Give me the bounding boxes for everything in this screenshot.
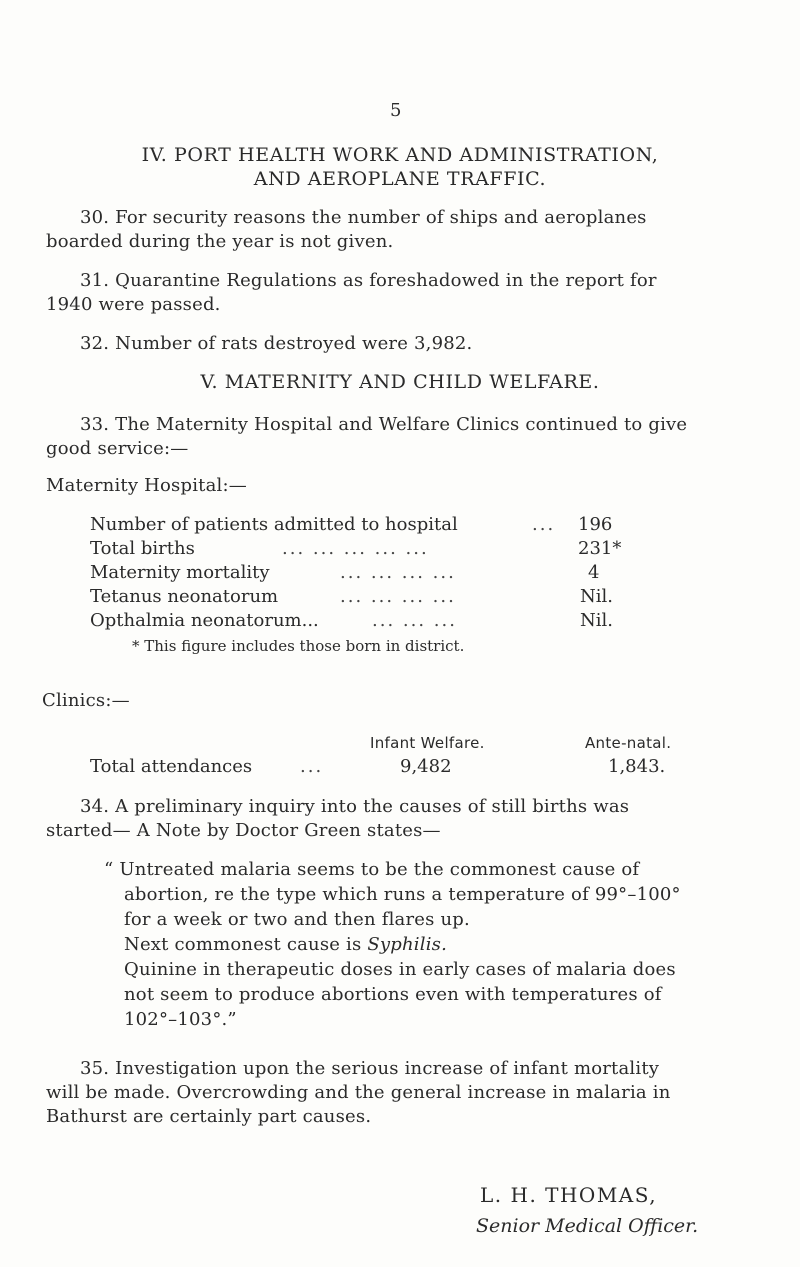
section-iv-heading-line1: IV. PORT HEALTH WORK AND ADMINISTRATION, <box>141 144 659 166</box>
hospital-row-label: Number of patients admitted to hospital <box>90 514 458 535</box>
paragraph-30-line2: boarded during the year is not given. <box>46 231 394 252</box>
hospital-row-dots: ... ... ... ... ... <box>282 538 429 559</box>
hospital-row-value: 231* <box>578 538 622 559</box>
clinics-ante-natal-value: 1,843. <box>608 756 666 777</box>
hospital-row-value: 196 <box>578 514 613 535</box>
signature-name: L. H. THOMAS, <box>480 1183 658 1207</box>
paragraph-35-line2: will be made. Overcrowding and the general increase in malaria in <box>46 1082 671 1103</box>
hospital-row-dots: ... ... ... <box>372 610 457 631</box>
hospital-row-label: Total births <box>90 538 195 559</box>
paragraph-33-line2: good service:— <box>46 438 189 459</box>
hospital-row-value: Nil. <box>580 586 613 607</box>
paragraph-34-line2: started— A Note by Doctor Green states— <box>46 820 441 841</box>
quote-emphasis: Syphilis. <box>367 934 448 955</box>
clinics-label: Clinics:— <box>42 690 130 711</box>
signature-title: Senior Medical Officer. <box>476 1215 699 1237</box>
clinics-row-label: Total attendances <box>90 756 253 777</box>
paragraph-35-line3: Bathurst are certainly part causes. <box>46 1106 372 1127</box>
paragraph-30-line1: 30. For security reasons the number of ships and aeroplanes <box>80 207 647 228</box>
hospital-row-label: Opthalmia neonatorum... <box>90 610 319 631</box>
paragraph-32: 32. Number of rats destroyed were 3,982. <box>80 333 473 354</box>
paragraph-35-line1: 35. Investigation upon the serious increase of infant mortality <box>80 1058 660 1079</box>
page-number: 5 <box>390 100 402 121</box>
paragraph-31-line2: 1940 were passed. <box>46 294 221 315</box>
hospital-row-dots: ... ... ... ... <box>340 586 456 607</box>
clinics-column-header: Ante-natal. <box>585 734 672 752</box>
paragraph-34-line1: 34. A preliminary inquiry into the causes of still births was <box>80 796 630 817</box>
quote-text: Next commonest cause is <box>124 934 368 955</box>
hospital-row-label: Tetanus neonatorum <box>90 586 279 607</box>
hospital-row-value: Nil. <box>580 610 613 631</box>
section-v-heading: V. MATERNITY AND CHILD WELFARE. <box>200 371 600 393</box>
clinics-infant-welfare-value: 9,482 <box>400 756 452 777</box>
quote-line: Quinine in therapeutic doses in early cases of malaria does <box>124 959 676 980</box>
clinics-column-header: Infant Welfare. <box>370 734 485 752</box>
hospital-row-value: 4 <box>588 562 600 583</box>
quote-line: not seem to produce abortions even with temperatures of <box>124 984 662 1005</box>
footnote: * This figure includes those born in district. <box>132 637 465 655</box>
hospital-row-dots: ... <box>532 514 556 535</box>
quote-line: 102°–103°.” <box>124 1009 237 1030</box>
paragraph-33-line1: 33. The Maternity Hospital and Welfare Clinics continued to give <box>80 414 688 435</box>
paragraph-31-line1: 31. Quarantine Regulations as foreshadowed in the report for <box>80 270 657 291</box>
section-iv-heading-line2: AND AEROPLANE TRAFFIC. <box>253 168 547 190</box>
quote-line <box>124 932 447 957</box>
maternity-hospital-label: Maternity Hospital:— <box>46 475 247 496</box>
hospital-row-dots: ... ... ... ... <box>340 562 456 583</box>
hospital-row-label: Maternity mortality <box>90 562 270 583</box>
quote-line: abortion, re the type which runs a temperature of 99°–100° <box>124 884 681 905</box>
clinics-row-dots: ... <box>300 756 324 777</box>
quote-line: “ Untreated malaria seems to be the commonest cause of <box>104 859 640 880</box>
quote-line: for a week or two and then flares up. <box>124 909 470 930</box>
